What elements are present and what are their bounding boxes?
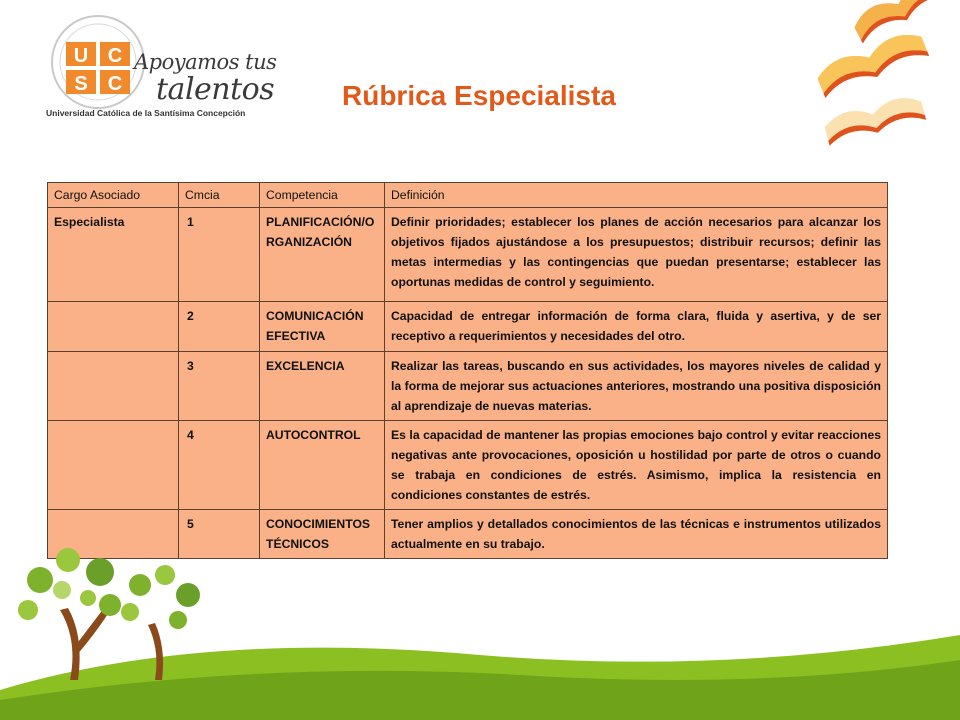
cell-cmcia: 4 xyxy=(179,421,260,510)
header-cmcia: Cmcia xyxy=(179,183,260,208)
logo-tagline-line1: Apoyamos tus xyxy=(134,50,277,74)
header-cargo: Cargo Asociado xyxy=(48,183,179,208)
cell-definicion: Es la capacidad de mantener las propias emociones bajo control y evitar reacciones negativas ante provocaciones, oposición u hostilidad por parte de otros o cuando se trabaja en condiciones de estrés. Asimismo, implica la resistencia en condiciones constantes de estrés. xyxy=(385,421,888,510)
cell-cmcia: 3 xyxy=(179,352,260,421)
cell-cmcia: 1 xyxy=(179,208,260,302)
cell-cmcia: 5 xyxy=(179,510,260,559)
cell-cmcia: 2 xyxy=(179,302,260,352)
logo-tagline-line2: talentos xyxy=(156,72,275,107)
rubric-table xyxy=(47,182,888,559)
cell-definicion: Definir prioridades; establecer los planes de acción necesarios para alcanzar los objetivos fijados ajustándose a los presupuestos; distribuir recursos; definir las metas intermedias y las contingencias que puedan presentarse; establecer las oportunas medidas de control y seguimiento. xyxy=(385,208,888,302)
table-row xyxy=(48,302,888,352)
cell-cargo: Especialista xyxy=(48,208,179,302)
cell-definicion: Capacidad de entregar información de forma clara, fluida y asertiva, y de ser receptivo a requerimientos y necesidades del otro. xyxy=(385,302,888,352)
table-row xyxy=(48,421,888,510)
cell-competencia: PLANIFICACIÓN/ORGANIZACIÓN xyxy=(260,208,385,302)
flying-books-icon xyxy=(790,0,960,180)
table-row xyxy=(48,208,888,302)
cell-competencia: CONOCIMIENTOS TÉCNICOS xyxy=(260,510,385,559)
header-definicion: Definición xyxy=(385,183,888,208)
cell-cargo xyxy=(48,302,179,352)
svg-text:C: C xyxy=(107,45,123,67)
svg-text:S: S xyxy=(74,73,88,95)
cell-cargo xyxy=(48,421,179,510)
tree-left-icon xyxy=(18,548,121,680)
cell-competencia: AUTOCONTROL xyxy=(260,421,385,510)
svg-text:U: U xyxy=(73,45,89,67)
cell-competencia: COMUNICACIÓN EFECTIVA xyxy=(260,302,385,352)
cell-competencia: EXCELENCIA xyxy=(260,352,385,421)
table-row xyxy=(48,352,888,421)
svg-text:C: C xyxy=(107,73,123,95)
cell-definicion: Realizar las tareas, buscando en sus actividades, los mayores niveles de calidad y la forma de mejorar sus actuaciones anteriores, mostrando una positiva disposición al aprendizaje de nuevas materias. xyxy=(385,352,888,421)
page-title: Rúbrica Especialista xyxy=(342,80,616,111)
table-header-row xyxy=(48,183,888,208)
cell-cargo xyxy=(48,352,179,421)
header-competencia: Competencia xyxy=(260,183,385,208)
cell-definicion: Tener amplios y detallados conocimientos de las técnicas e instrumentos utilizados actualmente en su trabajo. xyxy=(385,510,888,559)
trees-grass-decoration xyxy=(0,540,960,720)
university-name: Universidad Católica de la Santísima Concepción xyxy=(46,108,246,118)
ucsc-logo xyxy=(38,12,277,122)
